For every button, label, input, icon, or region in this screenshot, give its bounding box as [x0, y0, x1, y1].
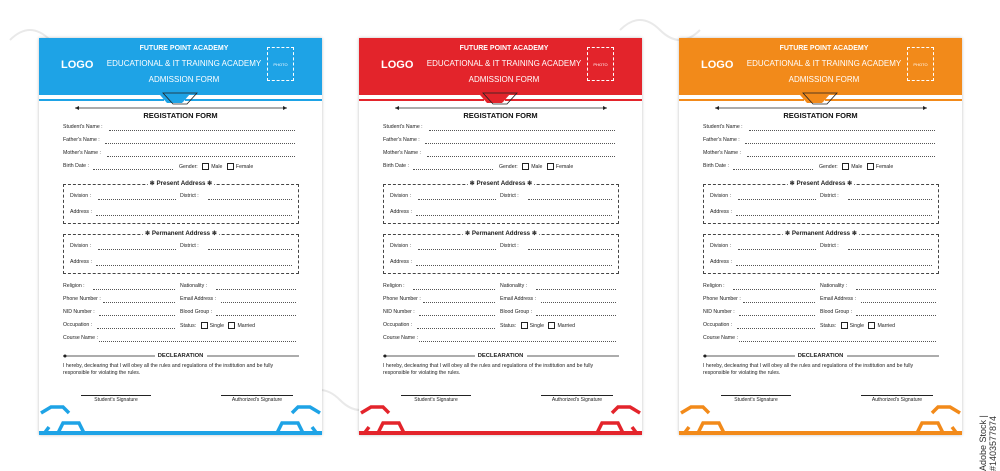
mother-name-label: Mother's Name : [383, 150, 421, 156]
religion-field[interactable] [413, 289, 495, 290]
photo-box[interactable] [267, 47, 294, 81]
birth-date-field[interactable] [413, 169, 493, 170]
permanent-address-field[interactable] [416, 265, 612, 266]
authorized-signature-label: Authorized's Signature [231, 397, 283, 403]
married-label: Married [877, 322, 896, 329]
father-name-field[interactable] [105, 143, 295, 144]
permanent-district-field[interactable] [528, 249, 612, 250]
female-label: Female [235, 163, 254, 170]
status-group [820, 322, 895, 329]
declaration-title: DECLEARATION [797, 353, 844, 359]
authorized-signature-label: Authorized's Signature [871, 397, 923, 403]
student-signature-label: Student's Signature [94, 397, 138, 403]
present-address-title: ✻ Present Address ✻ [789, 180, 853, 187]
stock-id-label: Adobe Stock | #1403577874 [978, 415, 998, 471]
academy-subtitle: EDUCATIONAL & IT TRAINING ACADEMY [106, 59, 262, 68]
declaration-text: I hereby, declearing that I will obey all the rules and regulations of the institution and be fully responsible for violating the rules. [703, 363, 914, 377]
present-district-label: District : [820, 193, 839, 199]
occupation-label: Occupation : [63, 322, 93, 328]
student-name-label: Student's Name : [703, 124, 743, 130]
academy-subtitle: EDUCATIONAL & IT TRAINING ACADEMY [746, 59, 902, 68]
nationality-field[interactable] [536, 289, 616, 290]
present-division-label: Division : [710, 193, 732, 199]
photo-label: PHOTO [273, 61, 288, 67]
logo-text: LOGO [701, 59, 734, 71]
course-name-field[interactable] [99, 341, 296, 342]
admission-form-blue [39, 38, 322, 435]
mother-name-label: Mother's Name : [63, 150, 101, 156]
course-name-label: Course Name : [383, 335, 418, 341]
mother-name-label: Mother's Name : [703, 150, 741, 156]
permanent-district-label: District : [180, 243, 199, 249]
student-name-field[interactable] [109, 130, 295, 131]
academy-subtitle: EDUCATIONAL & IT TRAINING ACADEMY [426, 59, 582, 68]
permanent-district-label: District : [820, 243, 839, 249]
occupation-field[interactable] [417, 328, 495, 329]
mother-name-field[interactable] [107, 156, 295, 157]
email-field[interactable] [861, 302, 936, 303]
status-group [180, 322, 255, 329]
photo-box[interactable] [907, 47, 934, 81]
form-name: ADMISSION FORM [468, 75, 540, 84]
single-checkbox[interactable] [841, 322, 848, 329]
logo-text: LOGO [61, 59, 94, 71]
religion-label: Religion : [63, 283, 85, 289]
religion-label: Religion : [703, 283, 725, 289]
permanent-address-label: Address : [390, 259, 412, 265]
nid-field[interactable] [419, 315, 495, 316]
occupation-label: Occupation : [703, 322, 733, 328]
married-label: Married [237, 322, 256, 329]
present-district-field[interactable] [208, 199, 292, 200]
religion-field[interactable] [93, 289, 175, 290]
registration-title: REGISTATION FORM [463, 111, 538, 120]
nid-label: NID Number : [383, 309, 415, 315]
student-name-field[interactable] [749, 130, 935, 131]
blood-group-field[interactable] [536, 315, 616, 316]
married-checkbox[interactable] [868, 322, 875, 329]
present-address-field[interactable] [96, 215, 292, 216]
gender-label: Gender: [179, 163, 198, 170]
permanent-division-label: Division : [70, 243, 92, 249]
permanent-division-field[interactable] [738, 249, 816, 250]
present-address-label: Address : [710, 209, 732, 215]
present-division-field[interactable] [418, 199, 496, 200]
nationality-label: Nationality : [500, 283, 528, 289]
birth-date-label: Birth Date : [703, 163, 729, 169]
permanent-district-label: District : [500, 243, 519, 249]
single-label: Single [529, 322, 545, 329]
present-division-field[interactable] [738, 199, 816, 200]
student-name-label: Student's Name : [63, 124, 103, 130]
present-district-label: District : [500, 193, 519, 199]
male-label: Male [531, 163, 543, 170]
admission-form-red [359, 38, 642, 435]
phone-field[interactable] [103, 302, 175, 303]
female-checkbox[interactable] [547, 163, 554, 170]
present-address-title: ✻ Present Address ✻ [469, 180, 533, 187]
mother-name-field[interactable] [427, 156, 615, 157]
form-name: ADMISSION FORM [148, 75, 220, 84]
permanent-address-title: ✻ Permanent Address ✻ [144, 230, 218, 237]
email-label: Email Address : [180, 296, 217, 302]
present-address-field[interactable] [416, 215, 612, 216]
male-checkbox[interactable] [202, 163, 209, 170]
footer-hexagon-decoration [359, 405, 642, 435]
permanent-address-field[interactable] [96, 265, 292, 266]
female-label: Female [875, 163, 894, 170]
occupation-field[interactable] [737, 328, 815, 329]
mother-name-field[interactable] [747, 156, 935, 157]
gender-group [819, 163, 893, 170]
father-name-label: Father's Name : [383, 137, 420, 143]
nationality-field[interactable] [856, 289, 936, 290]
course-name-field[interactable] [419, 341, 616, 342]
present-division-label: Division : [70, 193, 92, 199]
admission-form-orange [679, 38, 962, 435]
student-name-field[interactable] [429, 130, 615, 131]
permanent-address-title: ✻ Permanent Address ✻ [464, 230, 538, 237]
header-band-decoration [679, 90, 962, 112]
declaration-title: DECLEARATION [157, 353, 204, 359]
female-label: Female [555, 163, 574, 170]
student-signature-line[interactable] [401, 395, 471, 396]
course-name-label: Course Name : [703, 335, 738, 341]
status-group [500, 322, 575, 329]
student-signature-label: Student's Signature [414, 397, 458, 403]
nationality-label: Nationality : [180, 283, 208, 289]
header-band-decoration [39, 90, 322, 112]
present-address-box [63, 180, 299, 224]
phone-field[interactable] [743, 302, 815, 303]
married-label: Married [557, 322, 576, 329]
birth-date-field[interactable] [93, 169, 173, 170]
nid-label: NID Number : [63, 309, 95, 315]
occupation-field[interactable] [97, 328, 175, 329]
permanent-address-box [63, 230, 299, 274]
registration-title: REGISTATION FORM [783, 111, 858, 120]
permanent-division-label: Division : [390, 243, 412, 249]
course-name-field[interactable] [739, 341, 936, 342]
present-address-box [383, 180, 619, 224]
declaration-title: DECLEARATION [477, 353, 524, 359]
photo-label: PHOTO [913, 61, 928, 67]
authorized-signature-line[interactable] [221, 395, 293, 396]
single-label: Single [209, 322, 225, 329]
male-checkbox[interactable] [842, 163, 849, 170]
photo-label: PHOTO [593, 61, 608, 67]
permanent-division-field[interactable] [98, 249, 176, 250]
permanent-district-field[interactable] [848, 249, 932, 250]
student-signature-line[interactable] [721, 395, 791, 396]
religion-field[interactable] [733, 289, 815, 290]
gender-group [179, 163, 253, 170]
student-signature-line[interactable] [81, 395, 151, 396]
course-name-label: Course Name : [63, 335, 98, 341]
nationality-label: Nationality : [820, 283, 848, 289]
present-district-field[interactable] [848, 199, 932, 200]
father-name-field[interactable] [745, 143, 935, 144]
male-label: Male [211, 163, 223, 170]
student-signature-label: Student's Signature [734, 397, 778, 403]
form-name: ADMISSION FORM [788, 75, 860, 84]
nid-field[interactable] [739, 315, 815, 316]
status-label: Status: [180, 322, 197, 329]
father-name-field[interactable] [425, 143, 615, 144]
form-header [359, 38, 642, 90]
nid-field[interactable] [99, 315, 175, 316]
religion-label: Religion : [383, 283, 405, 289]
father-name-label: Father's Name : [703, 137, 740, 143]
present-address-field[interactable] [736, 215, 932, 216]
academy-name: FUTURE POINT ACADEMY [139, 45, 229, 52]
phone-label: Phone Number : [703, 296, 741, 302]
single-label: Single [849, 322, 865, 329]
married-checkbox[interactable] [228, 322, 235, 329]
header-band-decoration [359, 90, 642, 112]
authorized-signature-label: Authorized's Signature [551, 397, 603, 403]
gender-group [499, 163, 573, 170]
academy-name: FUTURE POINT ACADEMY [459, 45, 549, 52]
present-address-label: Address : [70, 209, 92, 215]
male-checkbox[interactable] [522, 163, 529, 170]
academy-name: FUTURE POINT ACADEMY [779, 45, 869, 52]
gender-label: Gender: [499, 163, 518, 170]
married-checkbox[interactable] [548, 322, 555, 329]
present-address-label: Address : [390, 209, 412, 215]
permanent-division-field[interactable] [418, 249, 496, 250]
blood-group-label: Blood Group : [500, 309, 533, 315]
gender-label: Gender: [819, 163, 838, 170]
footer-hexagon-decoration [39, 405, 322, 435]
occupation-label: Occupation : [383, 322, 413, 328]
status-label: Status: [500, 322, 517, 329]
father-name-label: Father's Name : [63, 137, 100, 143]
permanent-address-field[interactable] [736, 265, 932, 266]
student-name-label: Student's Name : [383, 124, 423, 130]
form-header [39, 38, 322, 90]
phone-label: Phone Number : [63, 296, 101, 302]
nationality-field[interactable] [216, 289, 296, 290]
email-field[interactable] [541, 302, 616, 303]
male-label: Male [851, 163, 863, 170]
status-label: Status: [820, 322, 837, 329]
photo-box[interactable] [587, 47, 614, 81]
birth-date-field[interactable] [733, 169, 813, 170]
declaration-text: I hereby, declearing that I will obey all the rules and regulations of the institution and be fully responsible for violating the rules. [63, 363, 274, 377]
birth-date-label: Birth Date : [383, 163, 409, 169]
present-division-field[interactable] [98, 199, 176, 200]
birth-date-label: Birth Date : [63, 163, 89, 169]
present-address-box [703, 180, 939, 224]
single-checkbox[interactable] [201, 322, 208, 329]
footer-hexagon-decoration [679, 405, 962, 435]
permanent-district-field[interactable] [208, 249, 292, 250]
phone-label: Phone Number : [383, 296, 421, 302]
form-header [679, 38, 962, 90]
permanent-address-box [383, 230, 619, 274]
phone-field[interactable] [423, 302, 495, 303]
present-address-title: ✻ Present Address ✻ [149, 180, 213, 187]
female-checkbox[interactable] [227, 163, 234, 170]
registration-title: REGISTATION FORM [143, 111, 218, 120]
declaration-text: I hereby, declearing that I will obey all the rules and regulations of the institution and be fully responsible for violating the rules. [383, 363, 594, 377]
logo-text: LOGO [381, 59, 414, 71]
permanent-division-label: Division : [710, 243, 732, 249]
female-checkbox[interactable] [867, 163, 874, 170]
email-field[interactable] [221, 302, 296, 303]
nid-label: NID Number : [703, 309, 735, 315]
blood-group-label: Blood Group : [180, 309, 213, 315]
authorized-signature-line[interactable] [541, 395, 613, 396]
present-district-label: District : [180, 193, 199, 199]
single-checkbox[interactable] [521, 322, 528, 329]
blood-group-label: Blood Group : [820, 309, 853, 315]
authorized-signature-line[interactable] [861, 395, 933, 396]
permanent-address-title: ✻ Permanent Address ✻ [784, 230, 858, 237]
blood-group-field[interactable] [216, 315, 296, 316]
permanent-address-box [703, 230, 939, 274]
permanent-address-label: Address : [70, 259, 92, 265]
email-label: Email Address : [500, 296, 537, 302]
present-division-label: Division : [390, 193, 412, 199]
email-label: Email Address : [820, 296, 857, 302]
present-district-field[interactable] [528, 199, 612, 200]
permanent-address-label: Address : [710, 259, 732, 265]
blood-group-field[interactable] [856, 315, 936, 316]
